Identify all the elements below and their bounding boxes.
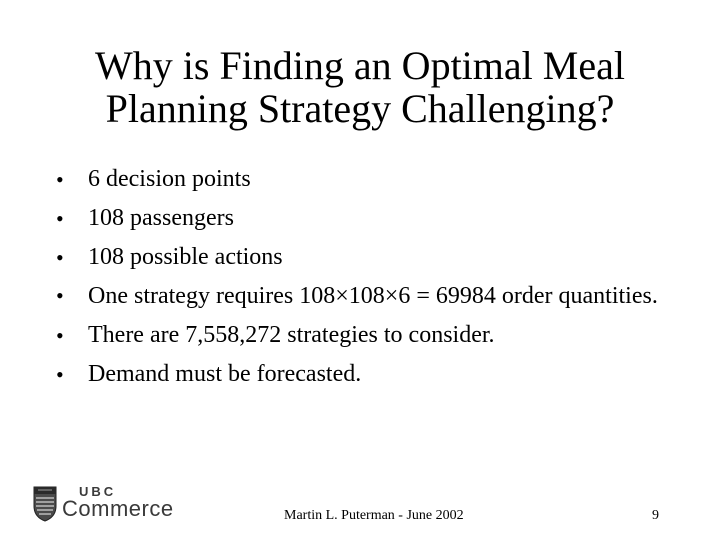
- bullet-list: [54, 160, 674, 394]
- bullet-item: [54, 199, 674, 238]
- ubc-commerce-logo: [33, 486, 193, 526]
- bullet-text: Demand must be forecasted.: [88, 361, 362, 387]
- footer-author-date: Martin L. Puterman - June 2002: [284, 508, 464, 523]
- bullet-text: 6 decision points: [88, 166, 251, 192]
- bullet-dot: •: [56, 283, 64, 308]
- logo-ubc-text: UBC: [79, 484, 117, 499]
- bullet-dot: •: [56, 362, 64, 387]
- slide-title-line-2: Planning Strategy Challenging?: [105, 86, 615, 131]
- bullet-text: 108 passengers: [88, 205, 234, 231]
- bullet-item: [54, 277, 674, 316]
- bullet-item: [54, 160, 674, 199]
- slide-title-line-1: Why is Finding an Optimal Meal: [95, 43, 625, 88]
- bullet-dot: •: [56, 323, 64, 348]
- bullet-item: [54, 238, 674, 277]
- ubc-shield-icon: [33, 486, 57, 522]
- bullet-text: One strategy requires 108×108×6 = 69984 order quantities.: [88, 283, 658, 309]
- bullet-dot: •: [56, 245, 64, 270]
- page-number: 9: [652, 508, 659, 523]
- logo-commerce-text: Commerce: [62, 496, 174, 521]
- bullet-item: [54, 355, 674, 394]
- bullet-text: There are 7,558,272 strategies to consider.: [88, 322, 495, 348]
- bullet-item: [54, 316, 674, 355]
- bullet-text: 108 possible actions: [88, 244, 283, 270]
- bullet-dot: •: [56, 206, 64, 231]
- slide-title: [40, 44, 680, 130]
- bullet-dot: •: [56, 167, 64, 192]
